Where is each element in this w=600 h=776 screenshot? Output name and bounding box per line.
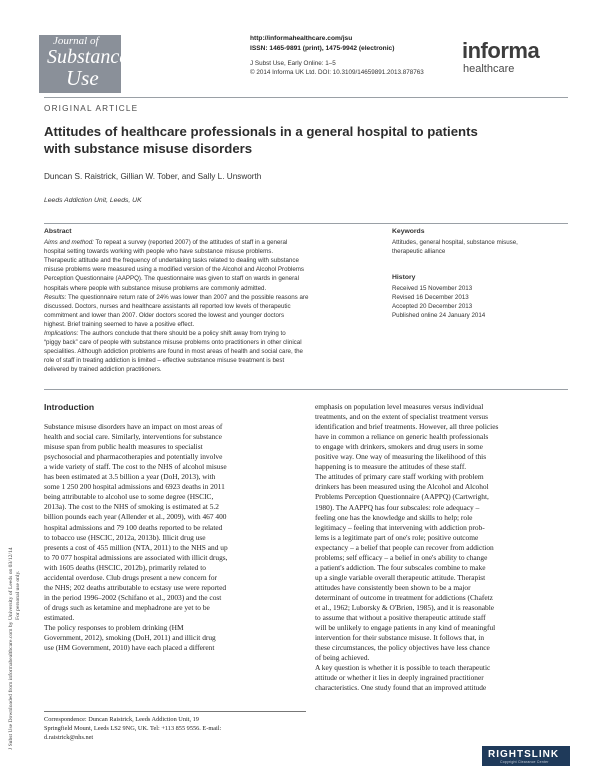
- article-title: [44, 123, 544, 157]
- keywords-line-2: therapeutic alliance: [392, 248, 446, 255]
- publisher-sub: healthcare: [463, 63, 515, 75]
- body-line: problems; self efficacy – a belief in one's ability to change: [315, 552, 488, 562]
- rightslink-badge[interactable]: [482, 746, 570, 766]
- abstract-section-label: Implications:: [44, 330, 79, 337]
- keywords-heading: Keywords: [392, 228, 425, 235]
- abstract-line: [44, 357, 284, 364]
- body-line: expectancy – a belief that people can recover from addiction: [315, 542, 494, 552]
- body-line: lems is a legitimate part of one's role; positive outcome: [315, 532, 479, 542]
- body-line: The policy responses to problem drinking (HM: [44, 623, 184, 632]
- body-line: a patient's addiction. The four subscales combine to make: [315, 562, 486, 572]
- abstract-line: [44, 303, 291, 310]
- abstract-text: delivered by trained addiction practitioners.: [44, 366, 162, 374]
- body-line: attitude or whether it lies in deeply ingrained practitioner: [315, 673, 484, 683]
- body-line: A key question is whether it is possible to teach therapeutic: [315, 663, 491, 673]
- body-line: determinant of outcome in treatment for addictions (Chafetz: [315, 592, 493, 602]
- abstract-line: [44, 348, 303, 355]
- footnote-rule: [44, 711, 306, 712]
- abstract-text: specialities. Although addiction problems are found in most areas of health and social care, the: [44, 348, 303, 356]
- correspondence-line-2: Springfield Mount, Leeds LS2 9NG, UK. Tel: +113 855 9556. E-mail:: [44, 725, 222, 732]
- body-line: attitudes have consistently been shown to be a major: [315, 582, 471, 592]
- body-line: estimated.: [44, 612, 75, 622]
- abstract-section-label: Results:: [44, 293, 67, 301]
- abstract-line: [44, 239, 287, 246]
- body-line: accidental overdose. Club drugs present a new concern for: [44, 572, 217, 582]
- abstract-text: hospital setting towards working with people who have substance misuse problems.: [44, 248, 274, 256]
- history-revised: Revised 16 December 2013: [392, 294, 469, 301]
- title-line-1: Attitudes of healthcare professionals in a general hospital to patients: [44, 124, 478, 139]
- abstract-text: misuse problems were measured using a modified version of the Alcohol and Alcohol Problems: [44, 266, 305, 274]
- abstract-text: “piggy back” care of people with substance misuse problems onto practitioners in other clinical: [44, 339, 302, 347]
- journal-url[interactable]: http://informahealthcare.com/jsu: [250, 35, 353, 42]
- abstract-text: To repeat a survey (reported 2007) of the attitudes of staff in a general: [93, 239, 288, 246]
- body-line: 1980). The AAPPQ has four subscales: role adequacy –: [315, 502, 480, 512]
- abstract-line: [44, 294, 308, 301]
- body-line: use (HM Government, 2010) have each placed a different: [44, 643, 215, 653]
- body-line: drinkers has been measured using the Alcohol and Alcohol: [315, 482, 489, 492]
- body-line: has been estimated at 3.5 billion a year (DoH, 2013), with: [44, 472, 216, 482]
- abstract-line: [44, 275, 299, 282]
- body-line: Problems Perception Questionnaire (AAPPQ) (Cartwright,: [315, 492, 489, 502]
- body-line: misuse span from public health measures to specialist: [44, 442, 203, 452]
- body-line: Substance misuse disorders have an impact on most areas of: [44, 422, 223, 431]
- body-line: intervention for their substance misuse. It follows that, in: [315, 633, 485, 643]
- abstract-heading: Abstract: [44, 228, 72, 235]
- body-line: in the period 1996–2002 (Schifano et al., 2003) and the cost: [44, 592, 222, 602]
- abstract-line: [44, 330, 286, 337]
- abstract-text: role of staff in treating addiction is limited – effective substance misuse treatment is best: [44, 357, 285, 365]
- history-accepted: Accepted 20 December 2013: [392, 303, 473, 310]
- body-line: with 1605 deaths (HSCIC, 2012b), primarily related to: [44, 562, 206, 572]
- header-divider: [44, 97, 568, 98]
- history-heading: History: [392, 274, 416, 281]
- correspondence-line-1: Correspondence: Duncan Raistrick, Leeds Addiction Unit, 19: [44, 716, 199, 723]
- abstract-line: [44, 257, 299, 264]
- affiliation: Leeds Addiction Unit, Leeds, UK: [44, 197, 142, 204]
- body-line: health and social care. Similarly, interventions for substance: [44, 432, 222, 442]
- authors: Duncan S. Raistrick, Gillian W. Tober, and Sally L. Unsworth: [44, 172, 262, 181]
- introduction-heading: Introduction: [44, 402, 95, 412]
- body-line: to 70 077 hospital admissions are associated with illicit drugs,: [44, 552, 228, 562]
- personal-use-note: For personal use only.: [15, 570, 21, 620]
- abstract-text: highest. Brief training seemed to have a positive effect.: [44, 320, 195, 328]
- abstract-text: hospitals where people with substance misuse problems are commonly admitted.: [44, 284, 267, 292]
- abstract-text: commitment and lower than 2007. Older doctors scored the lowest and younger doctors: [44, 311, 285, 319]
- abstract-line: [44, 339, 302, 346]
- abstract-text: discussed. Doctors, nurses and healthcare assistants all reported low levels of therapeutic: [44, 302, 291, 310]
- body-line: the NHS; 202 deaths attributable to ecstasy use were reported: [44, 582, 227, 592]
- body-line: some 1 250 200 hospital admissions and 6923 deaths in 2011: [44, 482, 225, 492]
- logo-line-3: Use: [66, 66, 99, 90]
- body-line: hospital admissions and 79 100 deaths reported to be related: [44, 522, 223, 532]
- body-line: to assume that without a positive therapeutic attitude staff: [315, 613, 486, 623]
- body-line: psychosocial and pharmacotherapies and potentially involve: [44, 452, 223, 462]
- body-line: emphasis on population level measures versus individual: [315, 402, 484, 411]
- body-line: up a single variable overall therapeutic attitude. Therapist: [315, 572, 486, 582]
- title-line-2: with substance misuse disorders: [44, 141, 253, 156]
- body-line: to tobacco use (HSCIC, 2012a, 2013b). Illicit drug use: [44, 532, 206, 542]
- body-line: these circumstances, the policy objectives have less chance: [315, 643, 490, 653]
- body-line: presents a cost of 455 million (NTA, 2011) to the NHS and up: [44, 542, 228, 552]
- abstract-text: The authors conclude that there should be a policy shift away from trying to: [78, 330, 286, 337]
- issn: ISSN: 1465-9891 (print), 1475-9942 (electronic): [250, 45, 395, 52]
- rightslink-sub: Copyright Clearance Center: [500, 760, 549, 764]
- keywords-line-1: Attitudes, general hospital, substance misuse,: [392, 239, 518, 246]
- body-line: 2013a). The cost to the NHS of smoking is estimated at 5.2: [44, 502, 219, 512]
- abstract-section-label: Aims and method:: [44, 239, 94, 246]
- correspondence-email[interactable]: d.raistrick@nhs.net: [44, 734, 94, 741]
- abstract-line: [44, 312, 284, 319]
- body-line: happening is to measure the attitudes of these staff.: [315, 462, 467, 472]
- abstract-line: [44, 266, 304, 273]
- body-line: to engage with drinkers, smokers and drug users in some: [315, 442, 483, 452]
- body-line: Government, 2012), smoking (DoH, 2011) and illicit drug: [44, 633, 216, 643]
- rightslink-label: RIGHTSLINK: [488, 749, 560, 760]
- body-line: treatments, and on the extent of specialist treatment versus: [315, 412, 489, 422]
- body-line: will be unlikely to engage patients in any kind of meaningful: [315, 623, 496, 633]
- download-note: J Subst Use Downloaded from informahealthcare.com by University of Leeds on 03/12/14: [8, 547, 14, 750]
- body-line: The attitudes of primary care staff working with problem: [315, 472, 484, 482]
- history-published: Published online 24 January 2014: [392, 312, 486, 319]
- body-line: have in common a reliance on generic health professionals: [315, 432, 489, 442]
- body-line: legitimacy – feeling that intervening with addiction prob-: [315, 522, 485, 532]
- body-line: identification and brief treatments. However, all three policies: [315, 422, 499, 432]
- abstract-line: [44, 366, 162, 373]
- abstract-line: [44, 285, 266, 292]
- doi-copyright: © 2014 Informa UK Ltd. DOI: 10.3109/14659891.2013.878763: [250, 69, 424, 76]
- history-received: Received 15 November 2013: [392, 285, 473, 292]
- body-line: et al., 1962; Luborsky & O'Brien, 1985), and it is reasonable: [315, 603, 495, 612]
- journal-logo: [39, 35, 129, 93]
- body-line: of drugs such as ketamine and mephadrone are yet to be: [44, 602, 210, 612]
- abstract-line: [44, 248, 273, 255]
- abstract-text: The questionnaire return rate of 24% was lower than 2007 and the possible reasons are: [66, 293, 309, 301]
- body-line: a wide variety of staff. The cost to the NHS of alcohol misuse: [44, 462, 227, 472]
- body-line: being attributable to alcohol use to some degree (HSCIC,: [44, 492, 214, 502]
- body-line: billion pounds each year (Allender et al., 2009), with 467 400: [44, 512, 227, 522]
- body-line: feeling one has the knowledge and skills to help; role: [315, 512, 473, 522]
- logo-line-2: Substance: [47, 46, 129, 68]
- body-line: characteristics. One study found that an improved attitude: [315, 683, 487, 693]
- abstract-text: Therapeutic attitude and the frequency of undertaking tasks related to dealing with substance: [44, 257, 299, 265]
- abstract-text: Perception Questionnaire (AAPPQ). The questionnaire was given to staff on wards in general: [44, 275, 299, 283]
- article-type: ORIGINAL ARTICLE: [44, 104, 139, 113]
- publisher-logo: informa: [462, 38, 540, 63]
- abstract-line: [44, 321, 194, 328]
- body-line: positive way. One way of measuring the likelihood of this: [315, 452, 487, 462]
- body-line: of being achieved.: [315, 653, 370, 663]
- logo-line-1: Journal of: [53, 35, 99, 47]
- journal-line: J Subst Use, Early Online: 1–5: [250, 60, 336, 67]
